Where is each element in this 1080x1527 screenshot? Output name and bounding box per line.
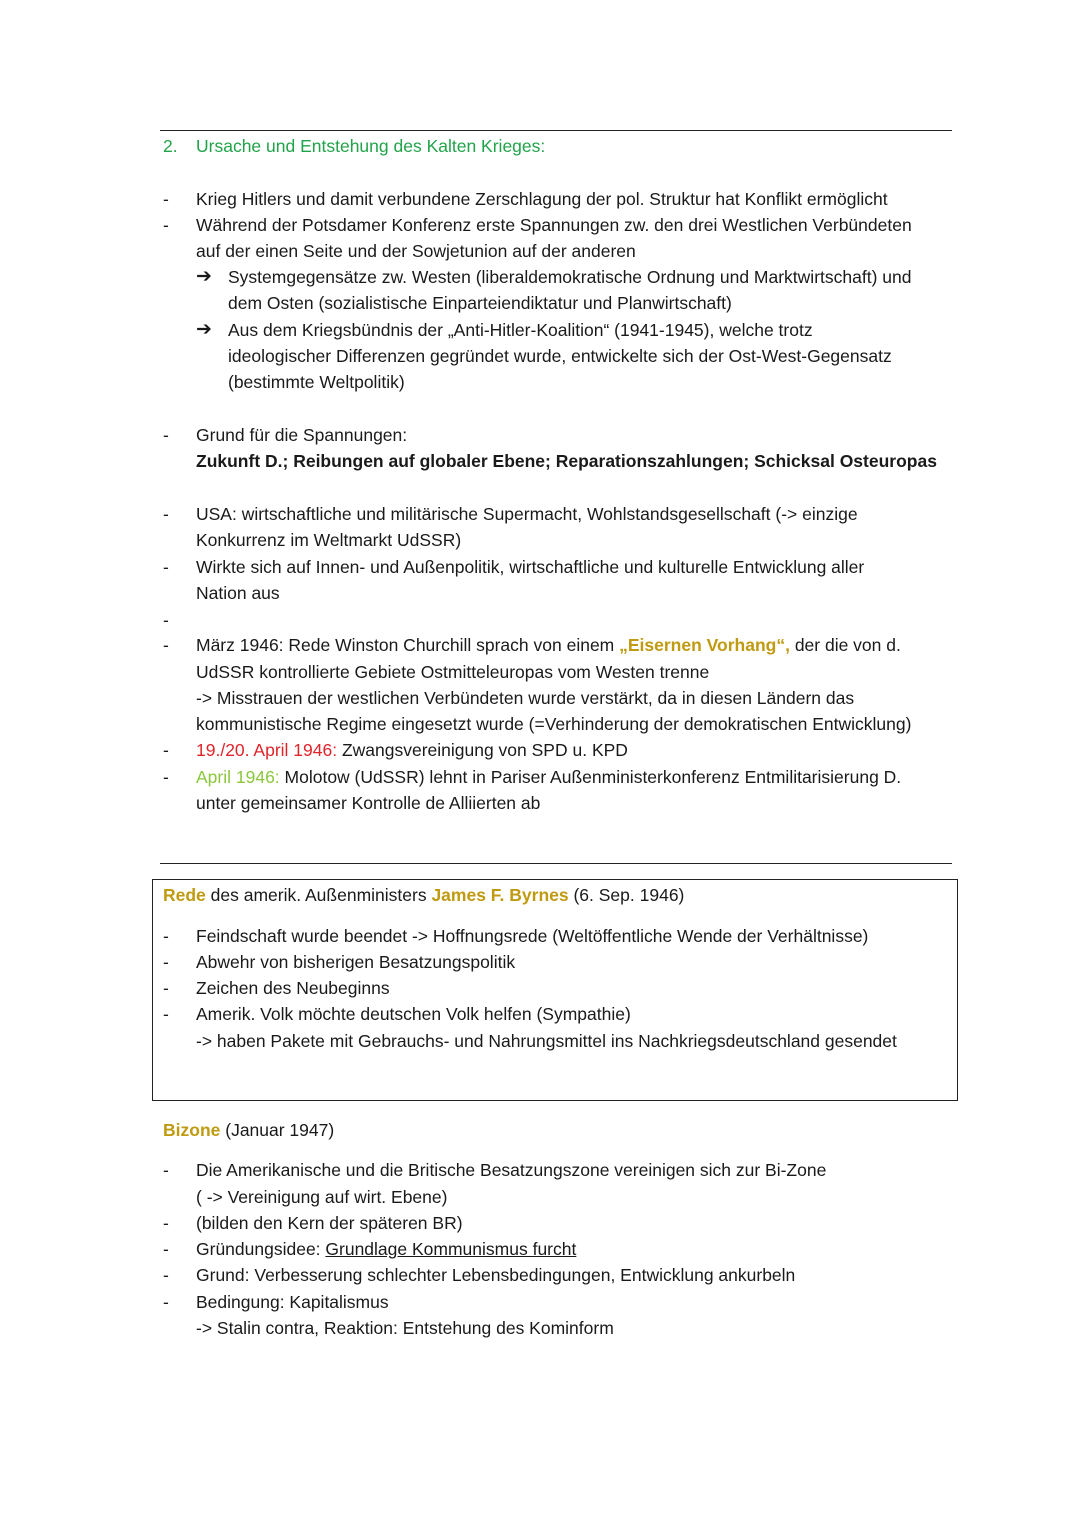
bullet-dash: - bbox=[163, 1160, 169, 1180]
reasons-label: Grund für die Spannungen: bbox=[196, 425, 408, 445]
bullet-dash: - bbox=[163, 635, 169, 655]
bullet-dash: - bbox=[163, 610, 169, 630]
event-text: Molotow (UdSSR) lehnt in Pariser Außenministerkonferenz Entmilitarisierung D. bbox=[279, 767, 902, 787]
bizone-title: Bizone bbox=[163, 1120, 221, 1140]
churchill-text: März 1946: Rede Winston Churchill sprach von einem bbox=[196, 635, 620, 655]
list-item: Amerik. Volk möchte deutschen Volk helfen (Sympathie) bbox=[196, 1004, 631, 1024]
list-item-continuation: Nation aus bbox=[196, 583, 280, 603]
list-item-continuation: -> Misstrauen der westlichen Verbündeten wurde verstärkt, da in diesen Ländern das bbox=[196, 688, 855, 708]
section-title: Ursache und Entstehung des Kalten Krieges: bbox=[196, 136, 546, 156]
list-item-continuation: -> haben Pakete mit Gebrauchs- und Nahrungsmittel ins Nachkriegsdeutschland gesendet bbox=[196, 1031, 897, 1051]
arrow-item: Systemgegensätze zw. Westen (liberaldemokratische Ordnung und Marktwirtschaft) und bbox=[228, 267, 912, 287]
list-item: Feindschaft wurde beendet -> Hoffnungsrede (Weltöffentliche Wende der Verhältnisse) bbox=[196, 926, 869, 946]
event-date: 19./20. April 1946: bbox=[196, 740, 338, 760]
bullet-dash: - bbox=[163, 952, 169, 972]
bullet-dash: - bbox=[163, 189, 169, 209]
list-item-continuation: -> Stalin contra, Reaktion: Entstehung des Kominform bbox=[196, 1318, 614, 1338]
event-line bbox=[196, 737, 628, 763]
event-date: April 1946: bbox=[196, 767, 280, 787]
section-number: 2. bbox=[163, 136, 178, 156]
bizone-heading bbox=[163, 1117, 334, 1143]
arrow-item-continuation: (bestimmte Weltpolitik) bbox=[228, 372, 405, 392]
bullet-dash: - bbox=[163, 215, 169, 235]
list-item: Wirkte sich auf Innen- und Außenpolitik, wirtschaftliche und kulturelle Entwicklung aller bbox=[196, 557, 865, 577]
list-item: Krieg Hitlers und damit verbundene Zerschlagung der pol. Struktur hat Konflikt ermöglicht bbox=[196, 189, 888, 209]
list-item-continuation: unter gemeinsamer Kontrolle de Alliierten ab bbox=[196, 793, 541, 813]
bizone-date: (Januar 1947) bbox=[220, 1120, 335, 1140]
list-item-continuation: auf der einen Seite und der Sowjetunion auf der anderen bbox=[196, 241, 636, 261]
arrow-icon: ➔ bbox=[196, 319, 212, 340]
arrow-icon: ➔ bbox=[196, 266, 212, 287]
churchill-line bbox=[196, 632, 901, 658]
list-item-continuation: ( -> Vereinigung auf wirt. Ebene) bbox=[196, 1187, 448, 1207]
arrow-item-continuation: dem Osten (sozialistische Einparteiendiktatur und Planwirtschaft) bbox=[228, 293, 732, 313]
bullet-dash: - bbox=[163, 1292, 169, 1312]
event-line bbox=[196, 764, 901, 790]
top-divider bbox=[160, 130, 952, 131]
bullet-dash: - bbox=[163, 1004, 169, 1024]
list-item-continuation: kommunistische Regime eingesetzt wurde (=Verhinderung der demokratischen Entwicklung) bbox=[196, 714, 912, 734]
list-item bbox=[196, 1236, 576, 1262]
byrnes-rede: Rede bbox=[163, 885, 206, 905]
bullet-dash: - bbox=[163, 978, 169, 998]
bullet-dash: - bbox=[163, 740, 169, 760]
list-item: Bedingung: Kapitalismus bbox=[196, 1292, 389, 1312]
bullet-dash: - bbox=[163, 1213, 169, 1233]
byrnes-mid: des amerik. Außenministers bbox=[205, 885, 432, 905]
arrow-item-continuation: ideologischer Differenzen gegründet wurde, entwickelte sich der Ost-West-Gegensatz bbox=[228, 346, 892, 366]
byrnes-date: (6. Sep. 1946) bbox=[568, 885, 685, 905]
middle-divider bbox=[160, 863, 952, 864]
list-item: USA: wirtschaftliche und militärische Supermacht, Wohlstandsgesellschaft (-> einzige bbox=[196, 504, 858, 524]
bullet-dash: - bbox=[163, 926, 169, 946]
bullet-dash: - bbox=[163, 767, 169, 787]
reasons-list: Zukunft D.; Reibungen auf globaler Ebene; Reparationszahlungen; Schicksal Osteuropas bbox=[196, 451, 937, 471]
bullet-dash: - bbox=[163, 557, 169, 577]
founding-idea-label: Gründungsidee: bbox=[196, 1239, 326, 1259]
list-item: Zeichen des Neubeginns bbox=[196, 978, 390, 998]
list-item: Die Amerikanische und die Britische Besatzungszone vereinigen sich zur Bi-Zone bbox=[196, 1160, 827, 1180]
list-item-continuation: Konkurrenz im Weltmarkt UdSSR) bbox=[196, 530, 462, 550]
list-item: Während der Potsdamer Konferenz erste Spannungen zw. den drei Westlichen Verbündeten bbox=[196, 215, 912, 235]
list-item: Grund: Verbesserung schlechter Lebensbedingungen, Entwicklung ankurbeln bbox=[196, 1265, 796, 1285]
list-item: (bilden den Kern der späteren BR) bbox=[196, 1213, 463, 1233]
arrow-item: Aus dem Kriegsbündnis der „Anti-Hitler-Koalition“ (1941-1945), welche trotz bbox=[228, 320, 813, 340]
founding-idea-value: Grundlage Kommunismus furcht bbox=[325, 1239, 577, 1259]
bullet-dash: - bbox=[163, 425, 169, 445]
iron-curtain-highlight: „Eisernen Vorhang“, bbox=[619, 635, 790, 655]
bullet-dash: - bbox=[163, 1265, 169, 1285]
list-item-continuation: UdSSR kontrollierte Gebiete Ostmitteleuropas vom Westen trenne bbox=[196, 662, 710, 682]
churchill-text-end: der die von d. bbox=[789, 635, 901, 655]
event-text: Zwangsvereinigung von SPD u. KPD bbox=[337, 740, 628, 760]
bullet-dash: - bbox=[163, 504, 169, 524]
byrnes-heading bbox=[163, 882, 684, 908]
list-item: Abwehr von bisherigen Besatzungspolitik bbox=[196, 952, 516, 972]
byrnes-name: James F. Byrnes bbox=[431, 885, 569, 905]
bullet-dash: - bbox=[163, 1239, 169, 1259]
